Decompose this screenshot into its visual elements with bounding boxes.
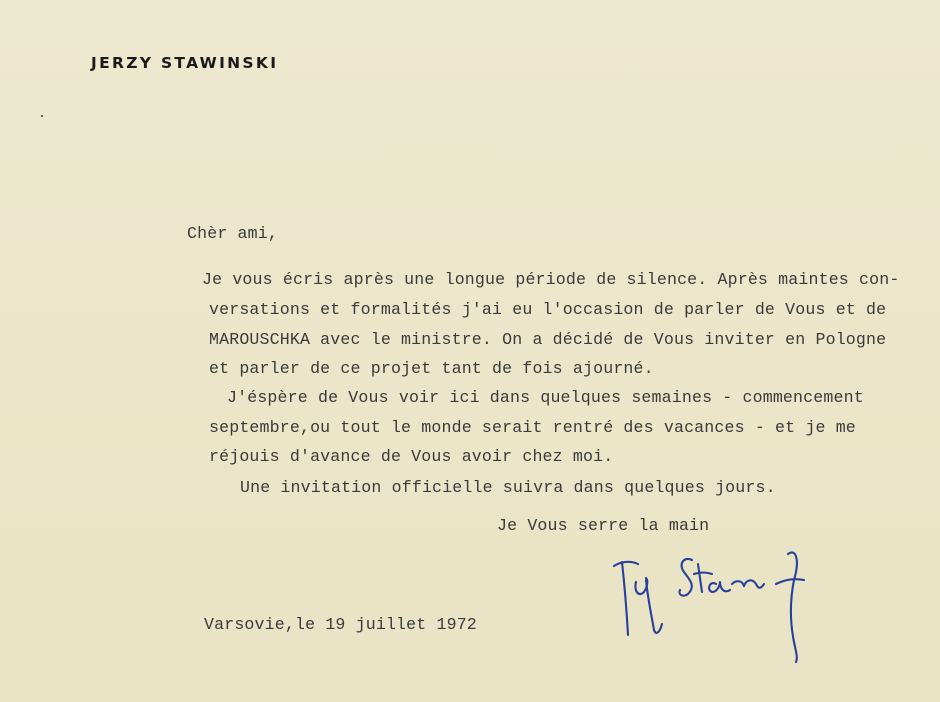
body-line-1: Je vous écris après une longue période de silence. Après maintes con- <box>202 270 900 289</box>
body-line-3: MAROUSCHKA avec le ministre. On a décidé de Vous inviter en Pologne <box>209 330 887 349</box>
body-line-8: Une invitation officielle suivra dans quelques jours. <box>240 478 776 497</box>
letterhead-name: JERZY STAWINSKI <box>91 54 279 72</box>
body-line-6: septembre,ou tout le monde serait rentré des vacances - et je me <box>209 418 856 437</box>
body-line-7: réjouis d'avance de Vous avoir chez moi. <box>209 447 614 466</box>
body-line-4: et parler de ce projet tant de fois ajourné. <box>209 359 654 378</box>
paper-speck <box>41 115 43 117</box>
handwritten-signature <box>600 540 820 670</box>
salutation: Chèr ami, <box>187 224 278 243</box>
place-date: Varsovie,le 19 juillet 1972 <box>204 615 477 634</box>
body-line-2: versations et formalités j'ai eu l'occasion de parler de Vous et de <box>209 300 887 319</box>
closing-line: Je Vous serre la main <box>497 516 710 535</box>
body-line-5: J'éspère de Vous voir ici dans quelques semaines - commencement <box>227 388 864 407</box>
